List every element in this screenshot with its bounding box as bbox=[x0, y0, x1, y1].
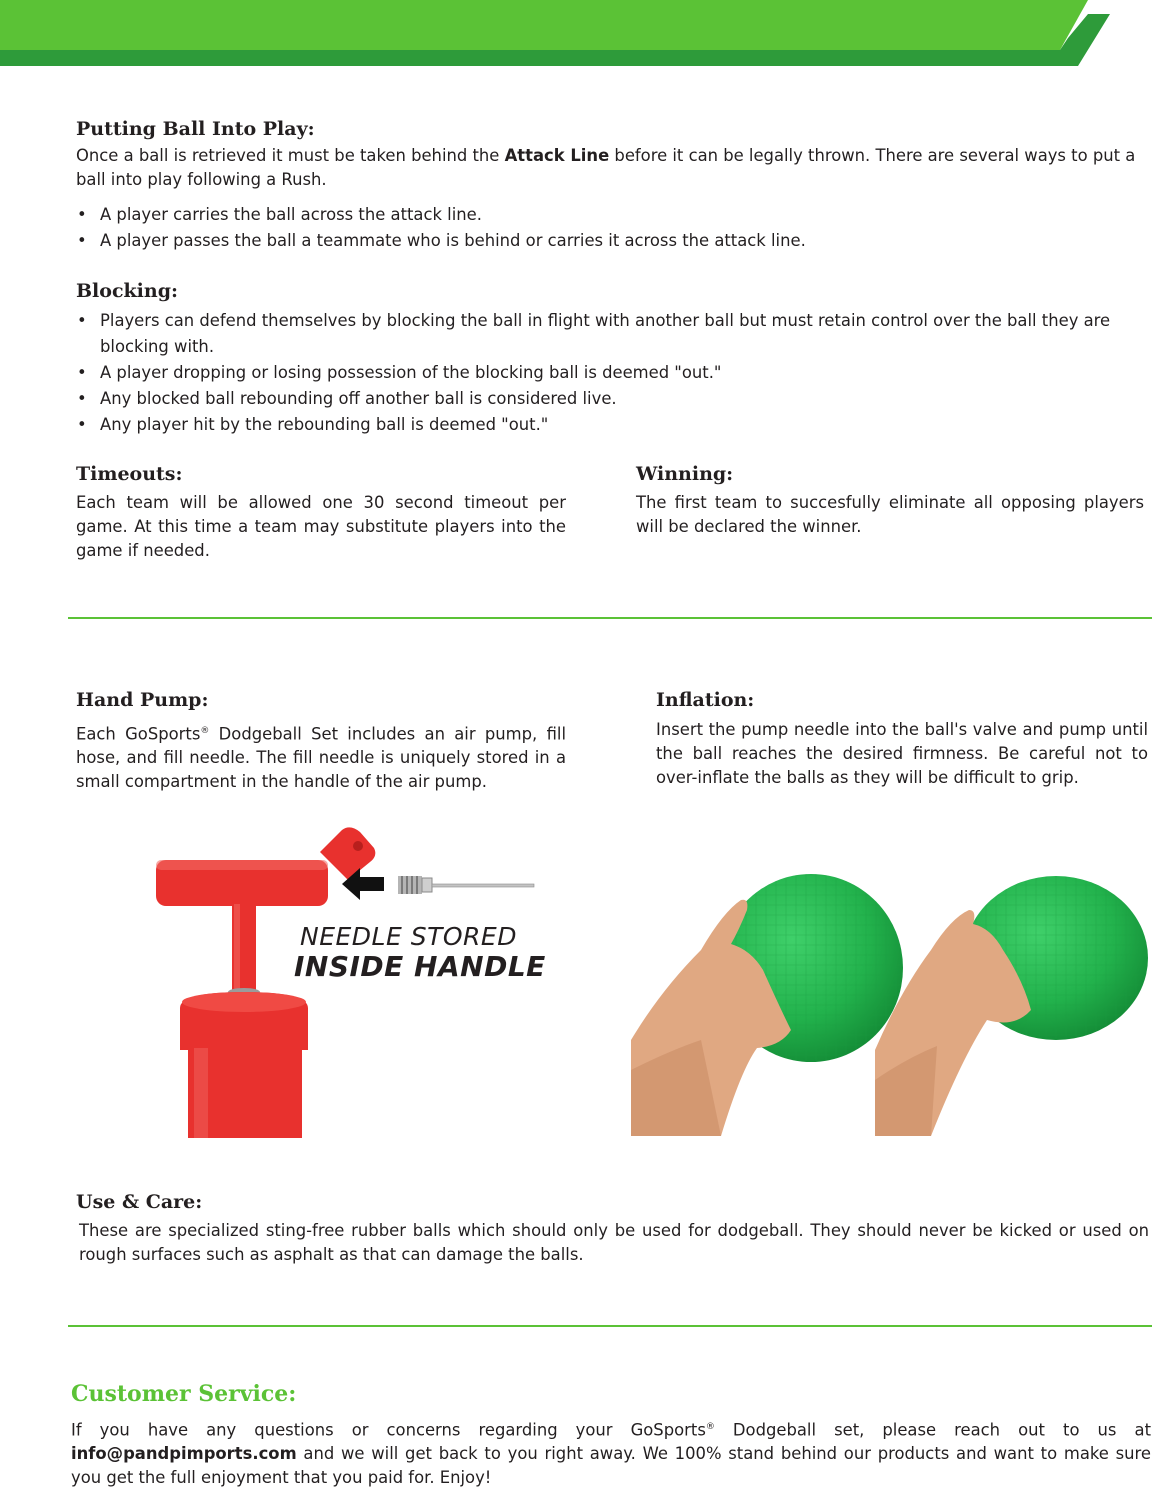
timeouts-paragraph: Each team will be allowed one 30 second timeout per game. At this time a team may substitute players into the game if needed. bbox=[76, 493, 566, 560]
support-email-link[interactable]: info@pandpimports.com bbox=[71, 1444, 297, 1464]
putting-text-after: before it can be legally thrown. There are several ways to put a ball into play following a Rush. bbox=[76, 146, 1136, 189]
putting-bullet-list bbox=[76, 202, 1146, 254]
registered-mark: ® bbox=[200, 726, 210, 736]
list-item: • A player passes the ball a teammate who is behind or carries it across the attack line. bbox=[76, 228, 1146, 254]
ball-squeezed-left bbox=[631, 874, 903, 1136]
needle-caption-line2: INSIDE HANDLE bbox=[294, 950, 546, 983]
hand-pump-heading: Hand Pump: bbox=[76, 689, 209, 711]
hand-pump-paragraph bbox=[76, 719, 566, 794]
registered-mark: ® bbox=[705, 1422, 715, 1432]
list-item: • Any player hit by the rebounding ball is deemed "out." bbox=[76, 412, 1148, 438]
customer-service-heading: Customer Service: bbox=[71, 1381, 297, 1407]
section-divider bbox=[68, 1325, 1152, 1327]
ball-squeezed-right bbox=[875, 876, 1148, 1136]
header-banner bbox=[0, 0, 1152, 70]
customer-service-text-before: If you have any questions or concerns regarding your GoSports bbox=[71, 1420, 706, 1440]
inflation-paragraph: Insert the pump needle into the ball's valve and pump until the ball reaches the desired firmness. Be careful not to over-inflate the balls as they will be difficult to grip. bbox=[656, 720, 1148, 787]
hand-pump-text-after: Dodgeball Set includes an air pump, fill hose, and fill needle. The fill needle is uniquely stored in a small compartment in the handle of the air pump. bbox=[76, 724, 566, 792]
attack-line-term: Attack Line bbox=[504, 146, 610, 165]
putting-text-before: Once a ball is retrieved it must be taken behind the bbox=[76, 146, 505, 165]
timeouts-heading: Timeouts: bbox=[76, 463, 183, 485]
list-item: • A player dropping or losing possession of the blocking ball is deemed "out." bbox=[76, 360, 1148, 386]
blocking-bullet-list bbox=[76, 308, 1148, 438]
list-item: • Players can defend themselves by blocking the ball in flight with another ball but must retain control over the ball they are blocking with. bbox=[76, 308, 1148, 360]
needle-caption-line1: NEEDLE STORED bbox=[300, 922, 517, 951]
list-item: • Any blocked ball rebounding off another ball is considered live. bbox=[76, 386, 1148, 412]
putting-heading: Putting Ball Into Play: bbox=[76, 118, 315, 140]
winning-heading: Winning: bbox=[636, 463, 734, 485]
fill-needle-illustration bbox=[398, 876, 534, 894]
use-care-paragraph: These are specialized sting-free rubber balls which should only be used for dodgeball. They should never be kicked or used on rough surfaces such as asphalt as that can damage the balls. bbox=[79, 1221, 1149, 1264]
hand-pump-text-before: Each GoSports bbox=[76, 724, 201, 744]
section-divider bbox=[68, 617, 1152, 619]
customer-service-text-mid: Dodgeball set, please reach out to us at bbox=[714, 1420, 1151, 1440]
list-item: • A player carries the ball across the attack line. bbox=[76, 202, 1146, 228]
putting-paragraph bbox=[76, 144, 1146, 192]
blocking-heading: Blocking: bbox=[76, 280, 179, 302]
inflation-photo bbox=[631, 870, 1151, 1136]
use-care-heading: Use & Care: bbox=[76, 1191, 203, 1213]
inflation-heading: Inflation: bbox=[656, 689, 755, 711]
winning-paragraph: The first team to succesfully eliminate all opposing players will be declared the winner. bbox=[636, 493, 1144, 536]
customer-service-paragraph bbox=[71, 1415, 1151, 1488]
customer-service-text-after: and we will get back to you right away. We 100% stand behind our products and want to make sure you get the full enjoyment that you paid for. Enjoy! bbox=[71, 1444, 1151, 1488]
